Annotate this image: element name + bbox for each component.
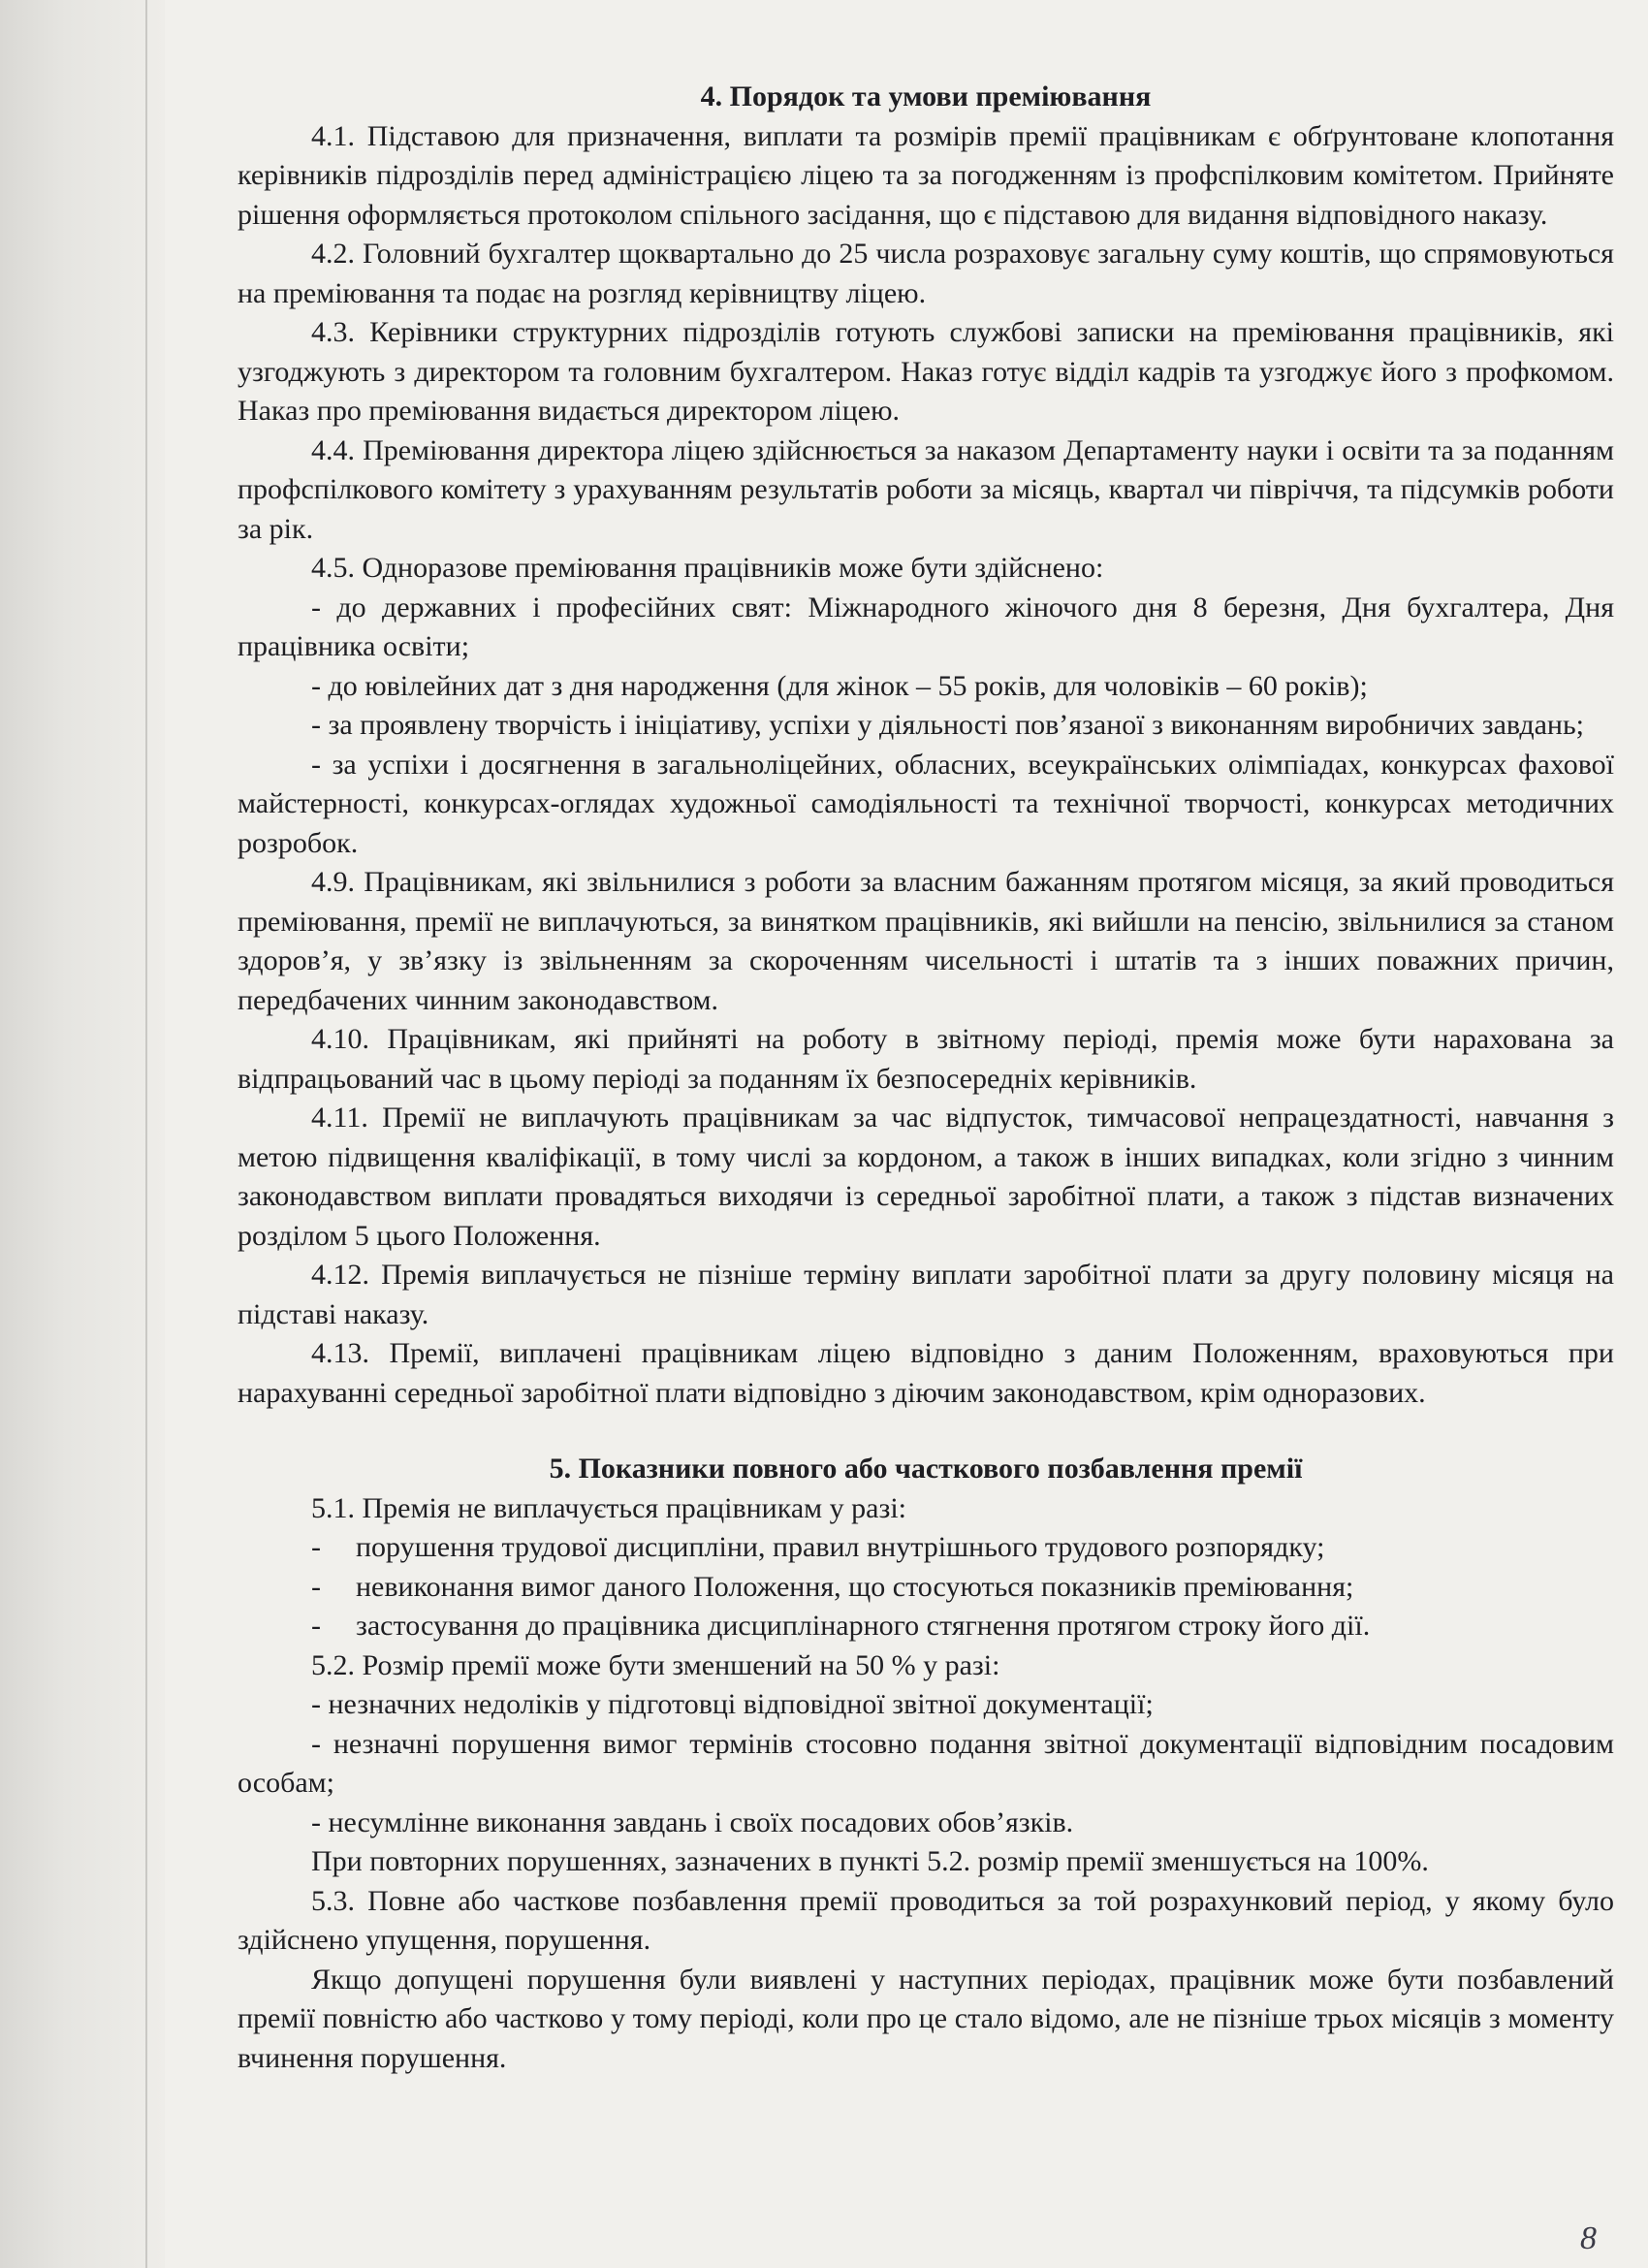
- paragraph-4-11: 4.11. Премії не виплачують працівникам за час відпусток, тимчасової непрацездатності, навчання з метою підвищення кваліфікації, в тому числі за кордоном, а також в інших випадках, коли згідно з чинним законодавством виплати провадяться виходячи із середньої заробітної плати, а також з підстав визначених розділом 5 цього Положення.: [238, 1102, 1614, 1252]
- list-item-4-5-a: - до державних і професійних свят: Міжнародного жіночого дня 8 березня, Дня бухгалтера, Дня працівника освіти;: [238, 591, 1614, 662]
- paragraph-5-3: 5.3. Повне або часткове позбавлення премії проводиться за той розрахунковий період, у якому було здійснено упущення, порушення.: [238, 1884, 1614, 1956]
- paragraph-5-1: 5.1. Премія не виплачується працівникам у разі:: [311, 1491, 906, 1524]
- list-item-5-1-b: [238, 1568, 1614, 1608]
- paragraph-4-10: 4.10. Працівникам, які прийняті на роботу в звітному періоді, премія може бути нарахована за відпрацьований час в цьому періоді за поданням їх безпосередніх керівників.: [238, 1023, 1614, 1095]
- list-marker: -: [311, 1531, 321, 1563]
- list-item-text: порушення трудової дисципліни, правил внутрішнього трудового розпорядку;: [356, 1531, 1325, 1563]
- list-marker: -: [311, 1610, 321, 1642]
- paragraph-4-2: 4.2. Головний бухгалтер щоквартально до 25 числа розраховує загальну суму коштів, що спрямовуються на преміювання та подає на розгляд керівництву ліцею.: [238, 238, 1614, 309]
- list-item-text: невиконання вимог даного Положення, що стосуються показників преміювання;: [356, 1570, 1354, 1603]
- list-item-5-2-b: - незначні порушення вимог термінів стосовно подання звітної документації відповідним посадовим особам;: [238, 1727, 1614, 1799]
- list-item-5-1-a: [238, 1528, 1614, 1568]
- paragraph-5-2-repeat: При повторних порушеннях, зазначених в пункті 5.2. розмір премії зменшується на 100%.: [311, 1845, 1429, 1877]
- list-item-text: застосування до працівника дисциплінарного стягнення протягом строку його дії.: [356, 1610, 1371, 1642]
- scan-binding-shadow: [0, 0, 165, 2268]
- paragraph-4-12: 4.12. Премія виплачується не пізніше терміну виплати заробітної плати за другу половину місяця на підставі наказу.: [238, 1259, 1614, 1330]
- paragraph-4-5: 4.5. Одноразове преміювання працівників може бути здійснено:: [311, 552, 1104, 584]
- document-page: [238, 78, 1614, 2078]
- list-item-4-5-d: - за успіхи і досягнення в загальноліцейних, обласних, всеукраїнських олімпіадах, конкурсах фахової майстерності, конкурсах-оглядах художньої самодіяльності та технічної творчості, конкурсах методичних розробок.: [238, 748, 1614, 859]
- paragraph-4-1: 4.1. Підставою для призначення, виплати та розмірів премії працівникам є обґрунтоване клопотання керівників підрозділів перед адміністрацією ліцею та за погодженням із профспілковим комітетом. Прийняте рішення оформляється протоколом спільного засідання, що є підставою для видання відповідного наказу.: [238, 119, 1614, 231]
- list-item-4-5-c: - за проявлену творчість і ініціативу, успіхи у діяльності пов’язаної з виконанням виробничих завдань;: [311, 709, 1584, 741]
- paragraph-4-3: 4.3. Керівники структурних підрозділів готують службові записки на преміювання працівників, які узгоджують з директором та головним бухгалтером. Наказ готує відділ кадрів та узгоджує його з профкомом. Наказ про преміювання видається директором ліцею.: [238, 316, 1614, 427]
- scan-binding-edge: [145, 0, 147, 2268]
- list-marker: -: [311, 1570, 321, 1603]
- list-item-5-2-a: - незначних недоліків у підготовці відповідної звітної документації;: [311, 1688, 1154, 1720]
- paragraph-4-4: 4.4. Преміювання директора ліцею здійснюється за наказом Департаменту науки і освіти та за поданням профспілкового комітету з урахуванням результатів роботи за місяць, квартал чи півріччя, та підсумків роботи за рік.: [238, 433, 1614, 545]
- paragraph-5-2: 5.2. Розмір премії може бути зменшений на 50 % у разі:: [311, 1648, 1000, 1681]
- section-5-title: 5. Показники повного або часткового позбавлення премії: [549, 1453, 1303, 1485]
- paragraph-4-9: 4.9. Працівникам, які звільнилися з роботи за власним бажанням протягом місяця, за який проводиться преміювання, премії не виплачуються, за винятком працівників, які вийшли на пенсію, звільнилися за станом здоров’я, у зв’язку із звільненням за скороченням чисельності і штатів та з інших поважних причин, передбачених чинним законодавством.: [238, 866, 1614, 1016]
- paragraph-5-3-b: Якщо допущені порушення були виявлені у наступних періодах, працівник може бути позбавлений премії повністю або частково у тому періоді, коли про це стало відомо, але не пізніше трьох місяців з моменту вчинення порушення.: [238, 1963, 1614, 2074]
- list-item-4-5-b: - до ювілейних дат з дня народження (для жінок – 55 років, для чоловіків – 60 років);: [311, 669, 1368, 702]
- page-number-mark: 8: [1580, 2220, 1597, 2256]
- list-item-5-1-c: [238, 1607, 1614, 1646]
- paragraph-4-13: 4.13. Премії, виплачені працівникам ліцею відповідно з даним Положенням, враховуються при нарахуванні середньої заробітної плати відповідно з діючим законодавством, крім одноразових.: [238, 1337, 1614, 1409]
- list-item-5-2-c: - несумлінне виконання завдань і своїх посадових обов’язків.: [311, 1805, 1074, 1838]
- section-4-title: 4. Порядок та умови преміювання: [700, 80, 1152, 112]
